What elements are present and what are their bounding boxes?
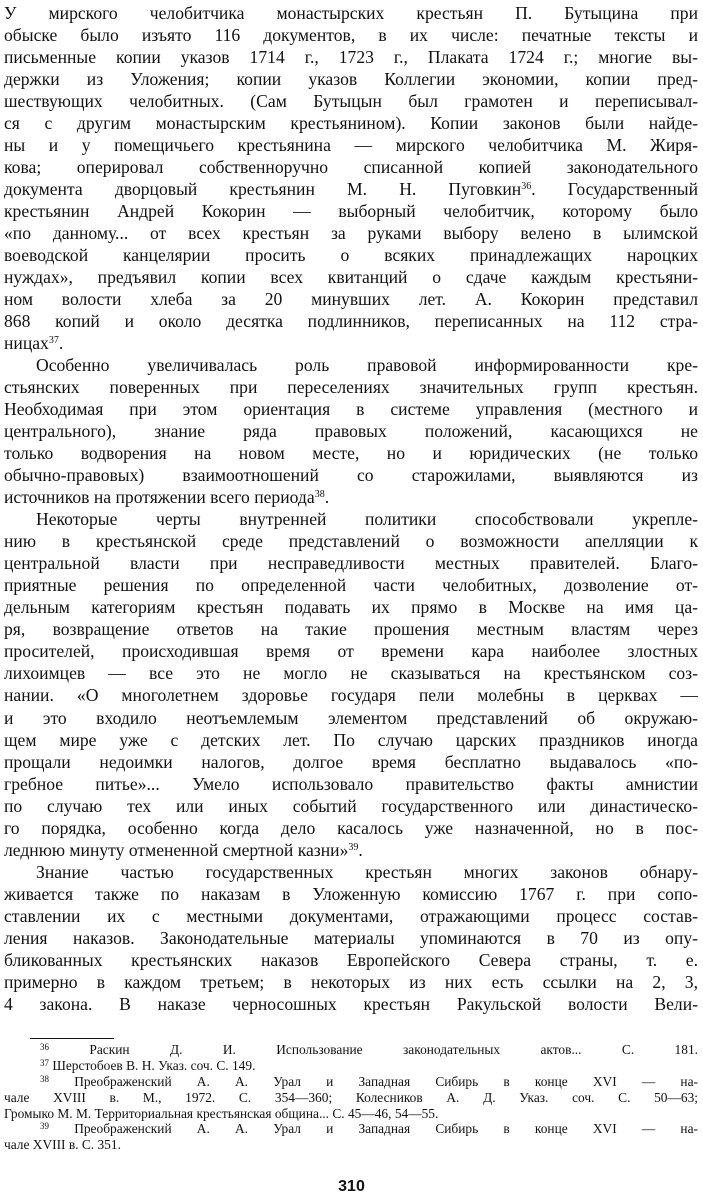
footnote-37	[4, 1058, 698, 1074]
text-line: держки из Уложения; копии указов Коллегии экономии, копии пред-	[4, 69, 698, 90]
text-line: нию в крестьянской среде представлений о возможности апелляции к	[4, 531, 698, 552]
text-line: обычно-правовых) взаимоотношений со старожилами, выявляются из	[4, 465, 698, 486]
text-fragment: . Государственный	[531, 179, 698, 200]
text-line: ся с другим монастырским крестьянином). Копии законов были найде-	[4, 113, 698, 134]
text-fragment: леднюю минуту отмененной смертной казни»	[4, 839, 349, 860]
footnote-number: 39	[40, 1121, 49, 1132]
text-line: бликованных крестьянских наказов Европейского Севера страны, т. е.	[4, 949, 698, 970]
page-number: 310	[338, 1178, 365, 1195]
main-text	[4, 2, 698, 1015]
text-line	[4, 486, 698, 508]
text-line: просителей, происходившая время от времени кара наиболее злостных	[4, 641, 698, 662]
paragraph-first-line: Знание частью государственных крестьян многих законов обнару-	[36, 861, 698, 882]
text-line: центрального), знание ряда правовых положений, касающихся не	[4, 421, 698, 442]
text-line	[4, 178, 698, 200]
text-line: нании. «О многолетнем здоровье государя пели молебны в церквах —	[4, 685, 698, 706]
text-fragment: .	[324, 487, 330, 508]
footnote-36	[4, 1042, 698, 1058]
text-line: ном волости хлеба за 20 минувших лет. А. Кокорин представил	[4, 289, 698, 310]
footnote-number: 37	[40, 1057, 49, 1068]
text-line: 4 закона. В наказе черносошных крестьян Ракульской волости Вели-	[4, 993, 698, 1014]
text-line: живается также по наказам в Уложенную комиссию 1767 г. при сопо-	[4, 883, 698, 904]
text-line: го порядка, особенно когда дело касалось уже назначенной, но в пос-	[4, 817, 698, 838]
text-line: шествующих челобитных. (Сам Бутыцын был грамотен и переписывал-	[4, 91, 698, 112]
footnote-38-cont: чале XVIII в. М., 1972. С. 354—360; Колесников А. Д. Указ. соч. С. 50—63;	[4, 1089, 698, 1105]
footnote-separator	[30, 1038, 114, 1039]
footnote-ref: 39	[348, 841, 359, 853]
text-line: стьянских поверенных при переселениях значительных групп крестьян.	[4, 377, 698, 398]
footnote-39	[4, 1121, 698, 1137]
text-line: гребное питье»... Умело использовало правительство факты амнистии	[4, 773, 698, 794]
footnote-number: 36	[40, 1042, 49, 1052]
footnotes	[4, 1042, 698, 1153]
text-line: ны и у помещичьего крестьянина — мирского челобитчика М. Жиря-	[4, 135, 698, 156]
text-line: примерно в каждом третьем; в некоторых из них есть ссылки на 2, 3,	[4, 971, 698, 992]
footnote-text: Преображенский А. А. Урал и Западная Сибирь в конце XVI — на-	[74, 1121, 698, 1137]
text-line: приятные решения по определенной части челобитных, дозволение от-	[4, 575, 698, 596]
text-line: У мирского челобитчика монастырских крестьян П. Бутыцина при	[4, 3, 698, 23]
footnote-ref: 36	[521, 181, 532, 193]
footnote-number: 38	[40, 1073, 49, 1084]
text-line: ря, возвращение ответов на такие прошения местным властям через	[4, 619, 698, 640]
footnote-ref: 38	[314, 489, 325, 501]
text-line: Необходимая при этом ориентация в системе управления (местного и	[4, 399, 698, 420]
text-line	[4, 332, 698, 354]
text-line	[4, 839, 698, 861]
text-fragment: .	[58, 333, 64, 354]
text-line: ления наказов. Законодательные материалы упоминаются в 70 из опу-	[4, 927, 698, 948]
footnote-text: Преображенский А. А. Урал и Западная Сибирь в конце XVI — на-	[74, 1073, 698, 1089]
footnote-text: Раскин Д. И. Использование законодательных актов... С. 181.	[89, 1042, 698, 1057]
text-line: прощали недоимки налогов, долгое время бесплатно выдавалось «по-	[4, 751, 698, 772]
text-fragment: документа дворцовый крестьянин М. Н. Пуговкин	[4, 179, 522, 200]
text-line: ставлении их с местными документами, отражающими процесс состав-	[4, 905, 698, 926]
text-line: щем мире уже с детских лет. По случаю царских праздников иногда	[4, 729, 698, 750]
text-line: по случаю тех или иных событий государственного или династическо-	[4, 795, 698, 816]
text-line: «по данному... от всех крестьян за руками выбору велено в ылимской	[4, 223, 698, 244]
text-line: 868 копий и около десятка подлинников, переписанных на 112 стра-	[4, 311, 698, 332]
text-line: воеводской канцелярии просить о всяких принадлежащих нароцких	[4, 245, 698, 266]
footnote-ref: 37	[48, 335, 59, 347]
text-line: крестьянин Андрей Кокорин — выборный челобитчик, которому было	[4, 201, 698, 222]
footnote-39-cont: чале XVIII в. С. 351.	[4, 1137, 121, 1153]
text-line: обыске было изъято 116 документов, в их числе: печатные тексты и	[4, 25, 698, 46]
text-fragment: .	[358, 839, 363, 860]
text-line: лихоимцев — все это не могло не сказываться на крестьянском соз-	[4, 663, 698, 684]
text-fragment: ницах	[4, 333, 49, 354]
text-line: дельным категориям крестьян подавать их прямо в Москве на имя ца-	[4, 597, 698, 618]
text-line: кова; оперировал собственноручно списанной копией законодательного	[4, 157, 698, 178]
text-line: письменные копии указов 1714 г., 1723 г., Плаката 1724 г.; многие вы-	[4, 47, 698, 68]
text-line: только водворения на новом месте, но и юридических (не только	[4, 443, 698, 464]
footnote-text: Шерстобоев В. Н. Указ. соч. С. 149.	[52, 1057, 256, 1073]
footnote-38-cont: Громыко М. М. Территориальная крестьянская община... С. 45—46, 54—55.	[4, 1105, 439, 1121]
footnote-38	[4, 1074, 698, 1090]
text-line: нуждах», предъявил копии всех квитанций о сдаче каждым крестьяни-	[4, 267, 698, 288]
text-fragment: источников на протяжении всего периода	[4, 487, 315, 508]
paragraph-first-line: Особенно увеличивалась роль правовой информированности кре-	[36, 355, 698, 376]
paragraph-first-line: Некоторые черты внутренней политики способствовали укрепле-	[36, 509, 698, 530]
text-line: центральной власти при несправедливости местных правителей. Благо-	[4, 553, 698, 574]
text-line: и это входило неотъемлемым элементом представлений об окружаю-	[4, 707, 698, 728]
